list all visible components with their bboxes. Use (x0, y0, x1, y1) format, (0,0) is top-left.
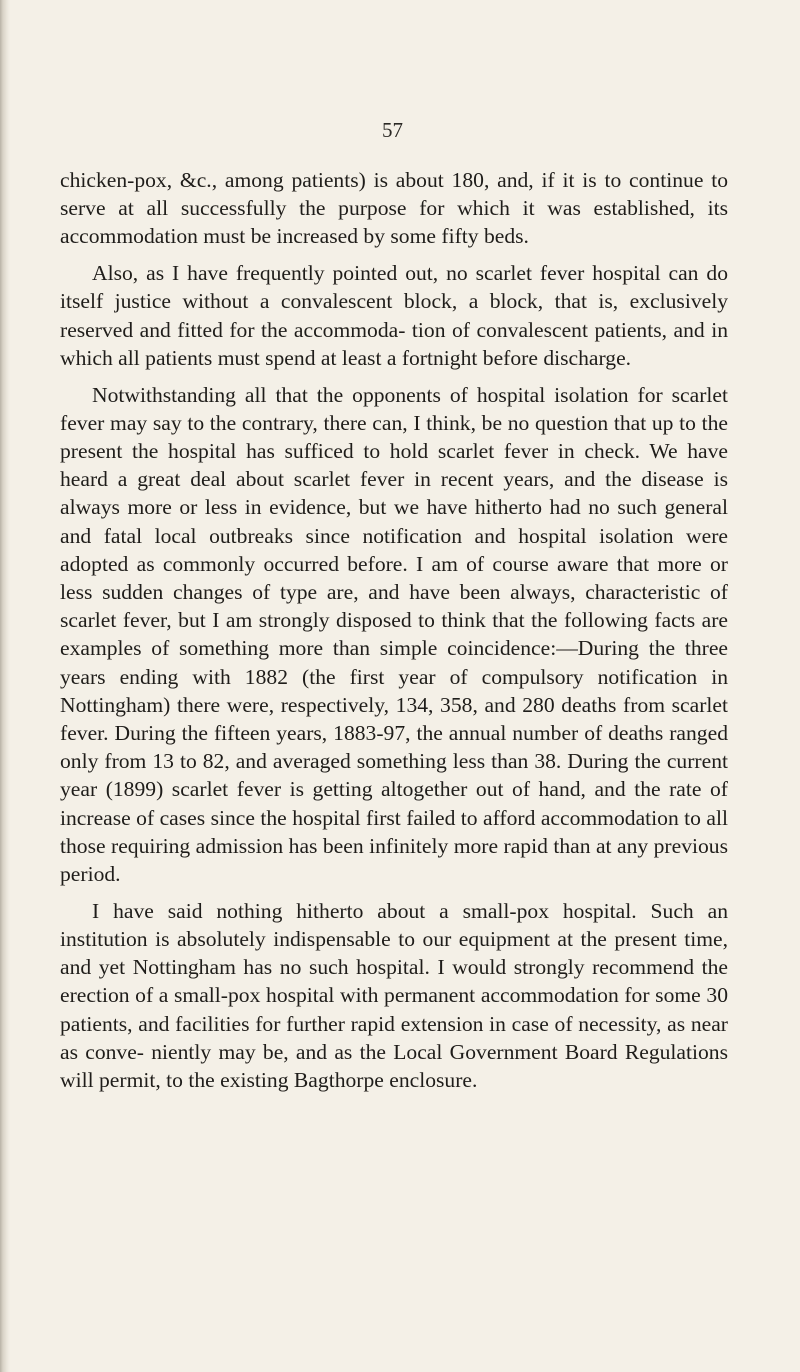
paragraph-4: I have said nothing hitherto about a small-pox hospital. Such an institution is absolutely indispensable to our equipment at the present time, and yet Nottingham has no such hospital. I would strongly recommend the erection of a small-pox hospital with permanent accommodation for some 30 patients, and facilities for further rapid extension in case of necessity, as near as conve- niently may be, and as the Local Government Board Regulations will permit, to the existing Bagthorpe enclosure. (60, 898, 728, 1093)
paragraph-3: Notwithstanding all that the opponents of hospital isolation for scarlet fever may say to the contrary, there can, I think, be no question that up to the present the hospital has sufficed to hold scarlet fever in check. We have heard a great deal about scarlet fever in recent years, and the disease is always more or less in evidence, but we have hitherto had no such general and fatal local outbreaks since notification and hospital isolation were adopted as commonly occurred before. I am of course aware that more or less sudden changes of type are, and have been always, characteristic of scarlet fever, but I am strongly disposed to think that the following facts are examples of something more than simple coincidence:—During the three years ending with 1882 (the first year of compulsory notification in Nottingham) there were, respectively, 134, 358, and 280 deaths from scarlet fever. During the fifteen years, 1883-97, the annual number of deaths ranged only from 13 to 82, and averaged something less than 38. During the current year (1899) scarlet fever is getting altogether out of hand, and the rate of increase of cases since the hospital first failed to afford accommodation to all those requiring admission has been infinitely more rapid than at any previous period. (60, 382, 728, 887)
page-number: 57 (382, 118, 403, 142)
paragraph-2: Also, as I have frequently pointed out, no scarlet fever hospital can do itself justice without a convalescent block, a block, that is, exclusively reserved and fitted for the accommoda- tion of convalescent patients, and in which all patients must spend at least a fortnight before discharge. (60, 261, 728, 370)
body-text (60, 166, 728, 1103)
page-binding-edge (0, 0, 10, 1372)
paragraph-1: chicken-pox, &c., among patients) is about 180, and, if it is to continue to serve at all successfully the purpose for which it was established, its accommodation must be increased by some fifty beds. (60, 168, 728, 249)
